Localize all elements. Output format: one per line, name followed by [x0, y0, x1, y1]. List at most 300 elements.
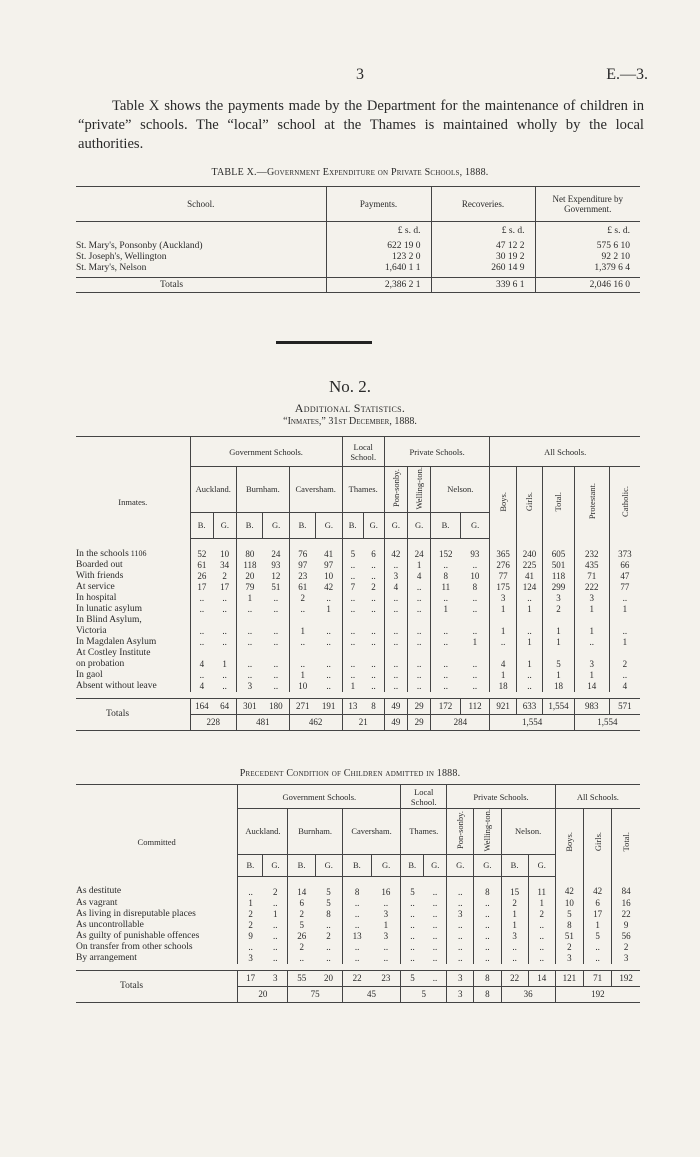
cell-value: .. [190, 593, 213, 604]
precedent-row-header: Committed [137, 837, 176, 848]
cell-value: .. [190, 670, 213, 681]
cell-value: 3 [447, 909, 474, 920]
cell-value [431, 615, 461, 626]
totals-row [76, 278, 640, 293]
cell-value: 1 [490, 670, 516, 681]
units-cell: £ s. d. [326, 222, 431, 241]
cell-value [574, 615, 609, 626]
cell-value: 79 [236, 582, 262, 593]
cell-value: .. [431, 670, 461, 681]
totals-combined-value: 1,554 [574, 715, 640, 731]
cell-value: 435 [574, 560, 609, 571]
cell-value: .. [326, 919, 331, 930]
totals-value: 1,554 [543, 699, 575, 715]
row-label: As living in disreputable places [76, 908, 196, 919]
cell-value: .. [342, 953, 371, 964]
totals-value: 271 [289, 699, 315, 715]
cell-value: 124 [516, 582, 542, 593]
table-row [76, 648, 640, 659]
row-label-text: Boarded out [76, 560, 123, 571]
totals-payments: 2,386 2 1 [326, 278, 431, 293]
cell-value: .. [342, 898, 371, 909]
cell-value: 3 [490, 593, 516, 604]
table-row [76, 615, 640, 626]
cell-value: 84 [612, 876, 640, 898]
cell-value: .. [609, 670, 640, 681]
cell-value: 1 [609, 637, 640, 648]
cell-value: .. [474, 953, 501, 964]
cell-value [316, 615, 342, 626]
cell-value: 3 [555, 953, 583, 964]
cell-value: .. [342, 593, 363, 604]
cell-value: 5 [326, 886, 331, 897]
row-label [76, 637, 190, 648]
cell-value: .. [516, 670, 542, 681]
totals-value: 3 [263, 970, 288, 986]
row-label: As uncontrollable [76, 919, 144, 930]
cell-value: .. [272, 930, 278, 941]
recoveries-value: 47 12 2 [431, 240, 535, 251]
totals-value: 121 [555, 970, 583, 986]
sub-wellington: Welling-ton. [408, 467, 431, 513]
cell-value: .. [289, 659, 315, 670]
cell-value: .. [384, 604, 407, 615]
col-payments: Payments. [326, 187, 431, 222]
totals-combined-value: 8 [474, 986, 501, 1002]
table-row [76, 942, 640, 953]
cell-value: 1 [326, 604, 331, 615]
cell-value: .. [472, 560, 478, 571]
cell-value: .. [474, 920, 501, 931]
cell-value: 10 [220, 548, 230, 559]
row-label [76, 538, 190, 560]
cell-value: 61 [289, 582, 315, 593]
cell-value: .. [447, 920, 474, 931]
bg-header: G. [384, 512, 407, 538]
cell-value: 16 [381, 886, 391, 897]
cell-value: 222 [574, 582, 609, 593]
cell-value: .. [609, 593, 640, 604]
bg-header: B. [431, 512, 461, 538]
totals-value: 8 [363, 699, 384, 715]
cell-value: .. [431, 626, 461, 637]
cell-value: .. [474, 931, 501, 942]
cell-value: .. [408, 670, 431, 681]
cell-value: 4 [384, 582, 407, 593]
totals-value: 13 [342, 699, 363, 715]
cell-value: .. [289, 637, 315, 648]
cell-value: .. [371, 571, 376, 582]
cell-value: .. [401, 909, 424, 920]
cell-value: .. [401, 920, 424, 931]
bg-header: G. [460, 512, 490, 538]
cell-value: 4 [190, 681, 213, 692]
cell-value: .. [408, 659, 431, 670]
p-sub-nelson: Nelson. [501, 809, 555, 855]
totals-row-bg [76, 970, 640, 986]
units-cell: £ s. d. [431, 222, 535, 241]
p-group-local: Local School. [401, 785, 447, 809]
cell-value: .. [273, 637, 279, 648]
cell-value: 47 [609, 571, 640, 582]
cell-value: .. [236, 670, 262, 681]
cell-value: .. [342, 920, 371, 931]
recoveries-value: 30 19 2 [431, 251, 535, 262]
cell-value: .. [326, 637, 331, 648]
cell-value: .. [236, 604, 262, 615]
cell-value: .. [432, 941, 438, 952]
sub-burnham: Burnham. [236, 467, 289, 513]
cell-value: 17 [190, 582, 213, 593]
net-value: 1,379 6 4 [535, 262, 640, 273]
totals-value: 301 [236, 699, 262, 715]
cell-value: .. [371, 560, 376, 571]
totals-combined-value: 36 [501, 986, 555, 1002]
cell-value: 1 [238, 898, 263, 909]
totals-combined-value: 45 [342, 986, 401, 1002]
cell-value: 77 [609, 582, 640, 593]
cell-value: .. [236, 626, 262, 637]
school-name: St. Joseph's, Wellington [76, 251, 167, 262]
cell-value: .. [384, 593, 407, 604]
cell-value: .. [289, 604, 315, 615]
row-label-text: In the schools [76, 549, 129, 560]
p-sub-boys: Boys. [555, 809, 583, 877]
totals-label: Totals [76, 278, 326, 293]
sub-boys: Boys. [490, 467, 516, 539]
totals-value: 172 [431, 699, 461, 715]
sub-auckland: Auckland. [190, 467, 236, 513]
cell-value: .. [408, 604, 431, 615]
cell-value: .. [383, 952, 389, 963]
cell-value: 3 [543, 593, 575, 604]
cell-value: .. [342, 626, 363, 637]
cell-value [289, 615, 315, 626]
cell-value: 1 [490, 604, 516, 615]
cell-value: 1 [543, 626, 575, 637]
cell-value: 1 [236, 593, 262, 604]
cell-value: .. [583, 953, 611, 964]
cell-value: .. [408, 626, 431, 637]
totals-combined-value: 21 [342, 715, 384, 731]
cell-value: 66 [609, 560, 640, 571]
cell-value [543, 648, 575, 659]
cell-value [363, 648, 384, 659]
cell-value: .. [236, 637, 262, 648]
combined-note: 1106 [128, 549, 147, 559]
cell-value: .. [408, 637, 431, 648]
p-sub-thames: Thames. [401, 809, 447, 855]
section-number: No. 2. [328, 377, 372, 396]
cell-value: 6 [583, 898, 611, 909]
cell-value: .. [384, 626, 407, 637]
totals-combined-value: 284 [431, 715, 490, 731]
cell-value: .. [222, 637, 227, 648]
totals-label: Totals [76, 699, 190, 731]
cell-value [574, 648, 609, 659]
totals-value: 180 [263, 699, 289, 715]
cell-value: .. [222, 670, 227, 681]
cell-value: 1 [408, 560, 431, 571]
cell-value: .. [472, 593, 478, 604]
cell-value: .. [371, 637, 376, 648]
cell-value: 13 [342, 931, 371, 942]
totals-value: 20 [315, 970, 342, 986]
row-label-text: At service [76, 582, 115, 593]
cell-value: .. [342, 659, 363, 670]
table-row [76, 560, 640, 571]
cell-value [190, 615, 213, 626]
sub-nelson: Nelson. [431, 467, 490, 513]
totals-value: 5 [401, 970, 424, 986]
row-label [76, 571, 190, 582]
cell-value: 8 [472, 582, 478, 593]
cell-value: 501 [543, 560, 575, 571]
cell-value: 2 [501, 898, 528, 909]
cell-value: 4 [490, 659, 516, 670]
row-label [76, 604, 190, 615]
cell-value: 61 [190, 560, 213, 571]
cell-value [516, 648, 542, 659]
totals-combined-value: 20 [238, 986, 288, 1002]
cell-value: .. [190, 604, 213, 615]
cell-value: .. [288, 953, 315, 964]
totals-combined-value: 75 [288, 986, 342, 1002]
cell-value: 80 [236, 538, 262, 560]
bg-header: B. [238, 854, 263, 876]
cell-value: .. [408, 593, 431, 604]
cell-value: .. [342, 909, 371, 920]
cell-value: 76 [289, 538, 315, 560]
cell-value: 1 [583, 920, 611, 931]
cell-value: .. [326, 659, 331, 670]
cell-value: .. [236, 659, 262, 670]
cell-value: .. [447, 942, 474, 953]
cell-value: 42 [555, 876, 583, 898]
totals-value: 921 [490, 699, 516, 715]
totals-value: 22 [342, 970, 371, 986]
cell-value [342, 615, 363, 626]
cell-value: 1 [574, 626, 609, 637]
cell-value: 9 [612, 920, 640, 931]
cell-value: .. [238, 876, 263, 898]
totals-value: 3 [447, 970, 474, 986]
bg-header: G. [408, 512, 431, 538]
sub-thames: Thames. [342, 467, 384, 513]
bg-header: G. [528, 854, 555, 876]
cell-value: .. [190, 626, 213, 637]
cell-value: .. [384, 560, 407, 571]
cell-value: 5 [288, 920, 315, 931]
cell-value: .. [447, 898, 474, 909]
cell-value: 1 [289, 670, 315, 681]
cell-value [490, 648, 516, 659]
cell-value: .. [401, 942, 424, 953]
bg-header: B. [236, 512, 262, 538]
cell-value: .. [431, 681, 461, 692]
sub-caversham: Caversham. [289, 467, 342, 513]
cell-value: 7 [342, 582, 363, 593]
sub-total: Total. [543, 467, 575, 539]
cell-value: 42 [384, 538, 407, 560]
cell-value: .. [432, 930, 438, 941]
cell-value [460, 648, 490, 659]
cell-value: 2 [543, 604, 575, 615]
cell-value: 1 [501, 909, 528, 920]
cell-value: 1 [574, 670, 609, 681]
cell-value: .. [609, 626, 640, 637]
cell-value: .. [431, 560, 461, 571]
table-row [76, 593, 640, 604]
cell-value: 8 [342, 876, 371, 898]
cell-value: 71 [574, 571, 609, 582]
cell-value: .. [474, 942, 501, 953]
bg-header: G. [315, 854, 342, 876]
cell-value: 77 [490, 571, 516, 582]
cell-value: .. [447, 876, 474, 898]
p-sub-wellington: Welling-ton. [474, 809, 501, 855]
cell-value: .. [401, 898, 424, 909]
totals-combined-value: 481 [236, 715, 289, 731]
totals-value: .. [424, 970, 447, 986]
cell-value [263, 648, 289, 659]
cell-value: 373 [609, 538, 640, 560]
totals-value: 983 [574, 699, 609, 715]
page-number: 3 [356, 66, 364, 83]
cell-value [460, 615, 490, 626]
cell-value: .. [432, 897, 438, 908]
cell-value: 2 [289, 593, 315, 604]
table-row [76, 670, 640, 681]
cell-value [431, 648, 461, 659]
row-label [76, 670, 190, 681]
cell-value: .. [384, 670, 407, 681]
table-row [76, 251, 640, 262]
totals-combined-value: 228 [190, 715, 236, 731]
cell-value: .. [222, 604, 227, 615]
row-label [76, 659, 190, 670]
cell-value: 3 [574, 659, 609, 670]
cell-value: 175 [490, 582, 516, 593]
cell-value: 225 [516, 560, 542, 571]
bg-header: G. [447, 854, 474, 876]
cell-value: .. [384, 681, 407, 692]
cell-value: 8 [326, 908, 331, 919]
cell-value: 11 [528, 876, 555, 898]
totals-combined-value: 192 [555, 986, 640, 1002]
cell-value: 1 [342, 681, 363, 692]
payments-value: 622 19 0 [326, 240, 431, 251]
cell-value [236, 648, 262, 659]
net-value: 575 6 10 [535, 240, 640, 251]
cell-value: 10 [289, 681, 315, 692]
row-label-text: In gaol [76, 670, 103, 681]
table-row [76, 571, 640, 582]
row-label: As guilty of punishable offences [76, 930, 200, 941]
cell-value: 26 [190, 571, 213, 582]
table-row [76, 920, 640, 931]
cell-value: .. [501, 953, 528, 964]
cell-value: .. [273, 626, 279, 637]
cell-value: 41 [516, 571, 542, 582]
cell-value: 51 [555, 931, 583, 942]
cell-value: .. [383, 941, 389, 952]
cell-value: .. [432, 886, 438, 897]
totals-combined-value: 5 [401, 986, 447, 1002]
cell-value: .. [432, 908, 438, 919]
cell-value: 232 [574, 538, 609, 560]
row-label-text: Victoria [76, 626, 107, 637]
table-x-title: TABLE X.—Government Expenditure on Private Schools, 1888. [211, 167, 489, 178]
cell-value: .. [222, 681, 227, 692]
row-label [76, 593, 190, 604]
cell-value: .. [447, 953, 474, 964]
cell-value: 52 [190, 538, 213, 560]
cell-value: 2 [612, 942, 640, 953]
cell-value: 2 [326, 930, 331, 941]
table-row [76, 876, 640, 898]
totals-label: Totals [76, 970, 238, 1002]
cell-value: 3 [612, 953, 640, 964]
cell-value: 6 [288, 898, 315, 909]
school-name: St. Mary's, Ponsonby (Auckland) [76, 240, 203, 251]
totals-row-bg [76, 699, 640, 715]
cell-value: 5 [401, 876, 424, 898]
totals-value: 29 [408, 699, 431, 715]
cell-value: .. [326, 626, 331, 637]
col-net: Net Expenditure by Government. [535, 187, 640, 222]
row-label [76, 626, 190, 637]
cell-value: .. [583, 942, 611, 953]
cell-value: 5 [555, 909, 583, 920]
table-row [76, 953, 640, 964]
cell-value: 2 [555, 942, 583, 953]
cell-value: 3 [383, 908, 389, 919]
cell-value: 24 [408, 538, 431, 560]
section-title: Additional Statistics. [294, 401, 406, 415]
cell-value: .. [432, 952, 438, 963]
bg-header: G. [263, 854, 288, 876]
cell-value: 3 [384, 571, 407, 582]
cell-value: 15 [501, 876, 528, 898]
cell-value: .. [190, 637, 213, 648]
page-header [0, 66, 700, 86]
cell-value: .. [447, 931, 474, 942]
inmates-table [76, 436, 640, 731]
cell-value: .. [326, 593, 331, 604]
cell-value: .. [238, 942, 263, 953]
intro-paragraph: Table X shows the payments made by the Department for the maintenance of children in “private” schools. The “local” school at the Thames is maintained wholly by the local authorities. [78, 98, 644, 152]
table-row [76, 637, 640, 648]
row-label-text: In Blind Asylum, [76, 615, 142, 626]
cell-value: 2 [238, 920, 263, 931]
table-row [76, 262, 640, 273]
cell-value: .. [371, 681, 376, 692]
cell-value: 2 [288, 909, 315, 920]
bg-header: B. [501, 854, 528, 876]
cell-value: .. [342, 604, 363, 615]
cell-value: .. [472, 626, 478, 637]
cell-value: 16 [612, 898, 640, 909]
cell-value: 22 [612, 909, 640, 920]
cell-value: .. [222, 593, 227, 604]
cell-value: 14 [574, 681, 609, 692]
cell-value: 118 [236, 560, 262, 571]
cell-value: 1 [516, 604, 542, 615]
totals-value: 112 [460, 699, 490, 715]
cell-value: .. [528, 942, 555, 953]
cell-value: 12 [271, 571, 281, 582]
